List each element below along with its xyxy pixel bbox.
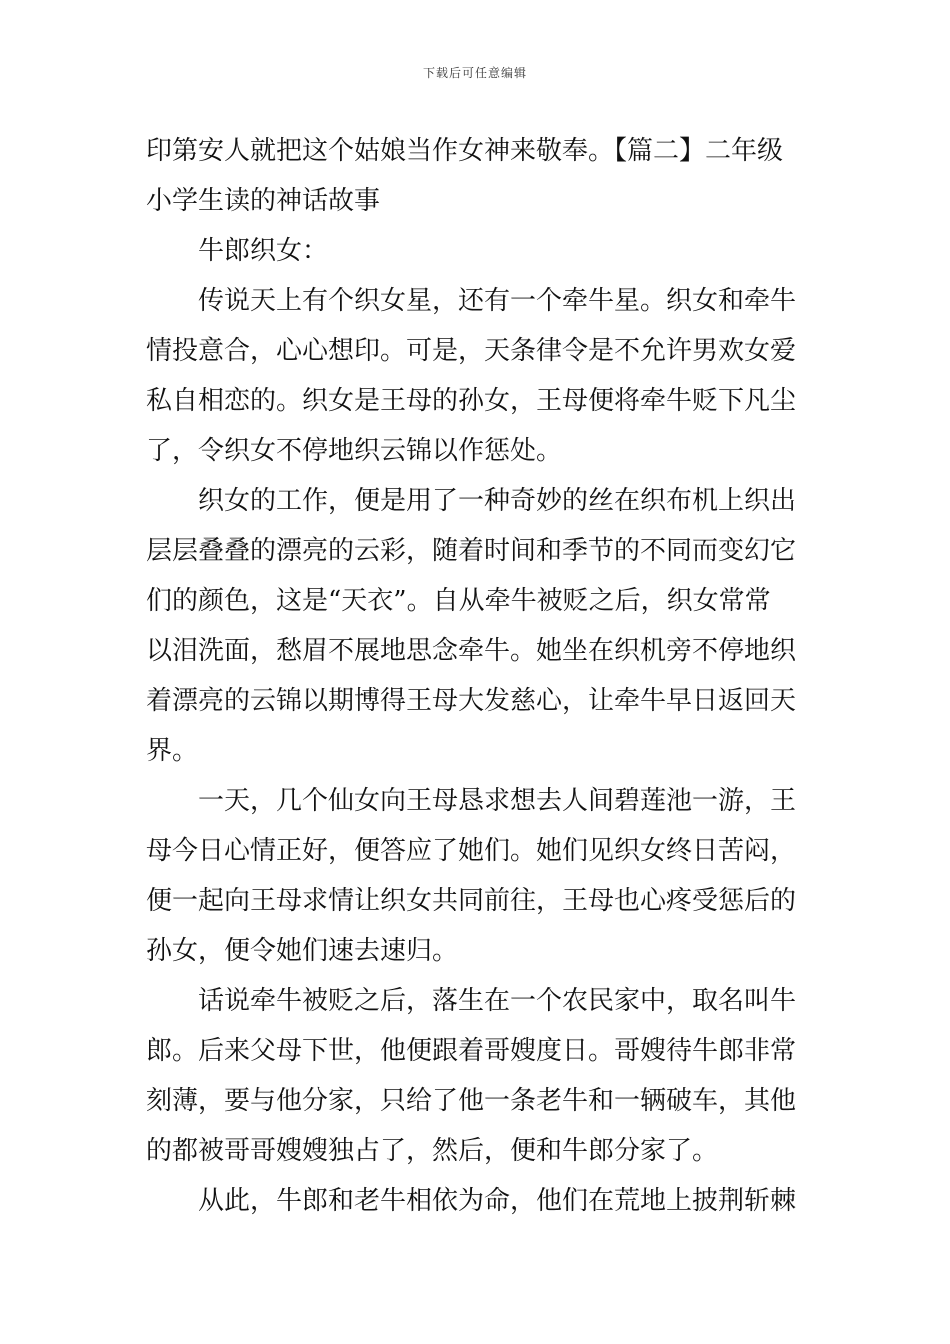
text-line: 母今日心情正好，便答应了她们。她们见织女终日苦闷，: [146, 836, 797, 866]
text-line: 着漂亮的云锦以期博得王母大发慈心，让牵牛早日返回天: [146, 686, 797, 716]
text-line: 郎。后来父母下世，他便跟着哥嫂度日。哥嫂待牛郎非常: [146, 1036, 797, 1066]
text-line: 孙女，便令她们速去速归。: [146, 936, 459, 966]
text-line: 传说天上有个织女星，还有一个牵牛星。织女和牵牛: [198, 286, 797, 316]
text-line: 层层叠叠的漂亮的云彩，随着时间和季节的不同而变幻它: [146, 536, 797, 566]
text-line: 话说牵牛被贬之后，落生在一个农民家中，取名叫牛: [198, 986, 797, 1016]
text-line: 织女的工作，便是用了一种奇妙的丝在织布机上织出: [198, 486, 797, 516]
text-line: 情投意合，心心想印。可是，天条律令是不允许男欢女爱: [146, 336, 797, 366]
text-line: 便一起向王母求情让织女共同前往，王母也心疼受惩后的: [146, 886, 797, 916]
text-line: 一天，几个仙女向王母恳求想去人间碧莲池一游，王: [198, 786, 797, 816]
text-line: 印第安人就把这个姑娘当作女神来敬奉。【篇二】二年级: [146, 136, 784, 166]
text-line: 以泪洗面，愁眉不展地思念牵牛。她坐在织机旁不停地织: [146, 636, 797, 666]
page-header: 下载后可任意编辑: [422, 66, 527, 80]
text-line: 界。: [146, 736, 199, 766]
text-line: 们的颜色，这是“天衣”。自从牵牛被贬之后，织女常常: [146, 586, 771, 616]
text-line: 小学生读的神话故事: [146, 186, 381, 216]
text-line: 了，令织女不停地织云锦以作惩处。: [146, 436, 563, 466]
text-line: 的都被哥哥嫂嫂独占了，然后，便和牛郎分家了。: [146, 1136, 719, 1166]
document-body: [146, 126, 808, 1226]
text-line: 刻薄，要与他分家，只给了他一条老牛和一辆破车，其他: [146, 1086, 797, 1116]
text-line: 牛郎织女：: [198, 236, 329, 266]
text-line: 从此，牛郎和老牛相依为命，他们在荒地上披荆斩棘: [198, 1186, 797, 1216]
text-line: 私自相恋的。织女是王母的孙女，王母便将牵牛贬下凡尘: [146, 386, 797, 416]
